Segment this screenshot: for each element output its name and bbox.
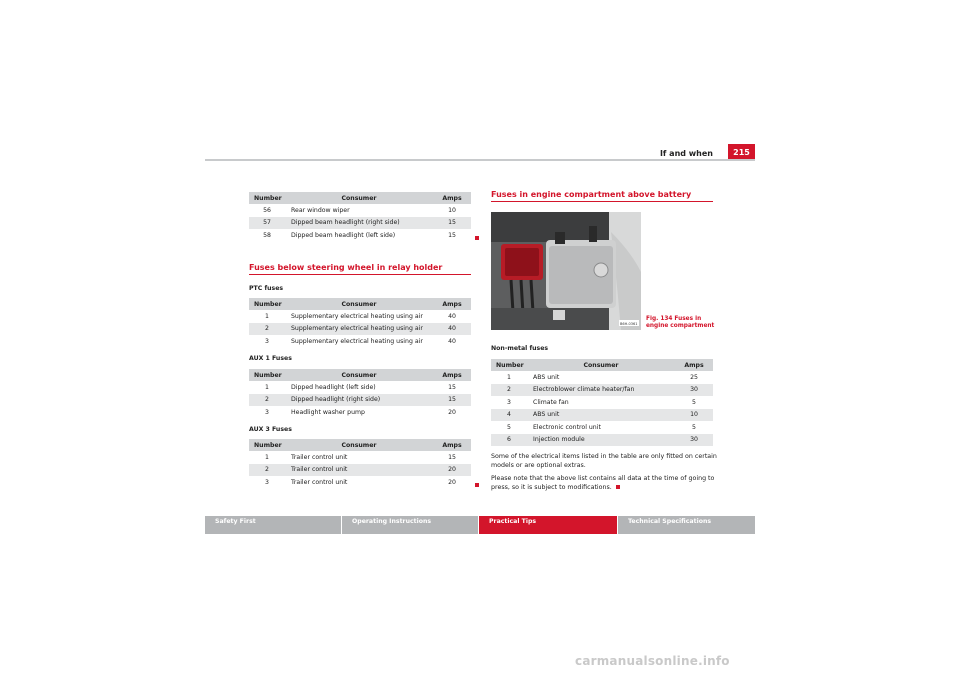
cell-amps: 10 — [448, 206, 456, 214]
cell-amps: 10 — [675, 409, 713, 422]
cell-consumer: Trailer control unit — [291, 453, 348, 461]
column-header-consumer: Consumer — [285, 192, 433, 204]
cell-amps: 40 — [448, 312, 456, 320]
engine-compartment-illustration — [491, 212, 641, 330]
fuse-table-continued — [249, 192, 471, 242]
cell-amps: 15 — [433, 217, 471, 230]
cell-number: 1 — [265, 312, 269, 320]
column-header-amps: Amps — [433, 439, 471, 451]
column-header-number: Number — [249, 298, 285, 310]
cell-amps: 20 — [448, 408, 456, 416]
table-row — [249, 204, 471, 217]
engine-compartment-photo — [491, 212, 641, 330]
column-header-number: Number — [491, 359, 527, 371]
cell-number: 2 — [249, 394, 285, 407]
cell-amps: 15 — [448, 453, 456, 461]
column-header-amps: Amps — [675, 359, 713, 371]
cell-amps: 15 — [448, 231, 456, 239]
cell-consumer: Dipped headlight (left side) — [291, 383, 376, 391]
cell-amps: 30 — [675, 434, 713, 447]
cell-number: 4 — [491, 409, 527, 422]
cell-number: 57 — [249, 217, 285, 230]
section-end-marker — [475, 236, 479, 240]
figure-code: B6H-0361 — [620, 322, 638, 326]
table-row — [249, 406, 471, 419]
cell-consumer: Trailer control unit — [285, 464, 433, 477]
table-row — [491, 384, 713, 397]
cell-number: 5 — [507, 423, 511, 431]
note-text: Please note that the above list contains all data at the time of going to press, so it is subject to modifications. — [491, 475, 715, 491]
table-row — [491, 434, 713, 447]
table-row — [249, 335, 471, 348]
non-metal-fuse-table — [491, 359, 713, 446]
cell-amps: 40 — [433, 323, 471, 336]
watermark: carmanualsonline.info — [575, 654, 730, 668]
column-header-amps: Amps — [433, 192, 471, 204]
table-row — [249, 310, 471, 323]
cell-amps: 5 — [692, 398, 696, 406]
cell-consumer: Trailer control unit — [291, 478, 348, 486]
cell-number: 2 — [249, 464, 285, 477]
cell-consumer: Dipped headlight (right side) — [285, 394, 433, 407]
aux1-fuse-table — [249, 369, 471, 419]
table-row — [491, 371, 713, 384]
footer-tab-operating-instructions[interactable]: Operating Instructions — [342, 516, 478, 534]
aux3-fuse-table — [249, 439, 471, 489]
cell-amps: 15 — [448, 383, 456, 391]
cell-amps: 5 — [692, 423, 696, 431]
column-header-number: Number — [249, 192, 285, 204]
cell-consumer: Climate fan — [533, 398, 569, 406]
note-optional-extras: Some of the electrical items listed in the table are only fitted on certain models or are optional extras. — [491, 453, 717, 469]
cell-number: 6 — [491, 434, 527, 447]
column-header-number: Number — [249, 369, 285, 381]
header-rule — [205, 159, 755, 161]
table-row — [249, 381, 471, 394]
section-end-marker — [475, 483, 479, 487]
table-row — [249, 217, 471, 230]
table-row — [491, 421, 713, 434]
section-title-engine-compartment: Fuses in engine compartment above battery — [491, 190, 692, 199]
aux1-fuses-label: AUX 1 Fuses — [249, 355, 292, 362]
column-header-number: Number — [249, 439, 285, 451]
cell-amps: 25 — [690, 373, 698, 381]
cell-amps: 15 — [433, 394, 471, 407]
table-row — [491, 396, 713, 409]
cell-consumer: Headlight washer pump — [291, 408, 365, 416]
figure-caption: Fig. 134 Fuses in engine compartment — [646, 316, 715, 329]
column-header-consumer: Consumer — [285, 369, 433, 381]
cell-consumer: Injection module — [527, 434, 675, 447]
cell-consumer: Supplementary electrical heating using air — [291, 312, 423, 320]
table-row — [249, 476, 471, 489]
cell-consumer: Electronic control unit — [533, 423, 601, 431]
cell-consumer: Rear window wiper — [291, 206, 350, 214]
cell-number: 56 — [263, 206, 271, 214]
table-row — [249, 451, 471, 464]
note-subject-to-modifications — [491, 474, 719, 492]
cell-consumer: Supplementary electrical heating using air — [291, 337, 423, 345]
aux3-fuses-label: AUX 3 Fuses — [249, 426, 292, 433]
ptc-fuses-label: PTC fuses — [249, 285, 284, 292]
column-header-consumer: Consumer — [285, 439, 433, 451]
column-header-consumer: Consumer — [527, 359, 675, 371]
cell-number: 1 — [507, 373, 511, 381]
non-metal-fuses-label: Non-metal fuses — [491, 345, 549, 352]
table-row — [249, 323, 471, 336]
cell-amps: 20 — [448, 478, 456, 486]
column-header-amps: Amps — [433, 369, 471, 381]
cell-consumer: Dipped beam headlight (right side) — [285, 217, 433, 230]
page-number: 215 — [728, 144, 755, 161]
cell-consumer: Supplementary electrical heating using air — [285, 323, 433, 336]
table-row — [491, 409, 713, 422]
table-row — [249, 464, 471, 477]
cell-amps: 20 — [433, 464, 471, 477]
cell-number: 3 — [265, 337, 269, 345]
cell-number: 58 — [263, 231, 271, 239]
cell-consumer: ABS unit — [527, 409, 675, 422]
cell-number: 3 — [265, 478, 269, 486]
section-title-underline — [491, 201, 713, 202]
footer-tab-technical-specifications[interactable]: Technical Specifications — [618, 516, 755, 534]
running-header-title: If and when — [659, 149, 713, 158]
cell-number: 1 — [265, 453, 269, 461]
ptc-fuse-table — [249, 298, 471, 348]
cell-consumer: Electroblower climate heater/fan — [527, 384, 675, 397]
section-title-relay-holder: Fuses below steering wheel in relay holder — [249, 263, 443, 272]
column-header-amps: Amps — [433, 298, 471, 310]
cell-amps: 30 — [675, 384, 713, 397]
table-row — [249, 394, 471, 407]
footer-tab-practical-tips[interactable]: Practical Tips — [479, 516, 617, 534]
column-header-consumer: Consumer — [285, 298, 433, 310]
cell-consumer: ABS unit — [533, 373, 560, 381]
cell-number: 3 — [265, 408, 269, 416]
cell-number: 2 — [249, 323, 285, 336]
footer-tab-safety-first[interactable]: Safety First — [205, 516, 341, 534]
cell-consumer: Dipped beam headlight (left side) — [291, 231, 396, 239]
cell-number: 1 — [265, 383, 269, 391]
section-title-underline — [249, 274, 471, 275]
section-end-marker — [616, 485, 620, 489]
cell-number: 3 — [507, 398, 511, 406]
cell-amps: 40 — [448, 337, 456, 345]
table-row — [249, 229, 471, 242]
cell-number: 2 — [491, 384, 527, 397]
